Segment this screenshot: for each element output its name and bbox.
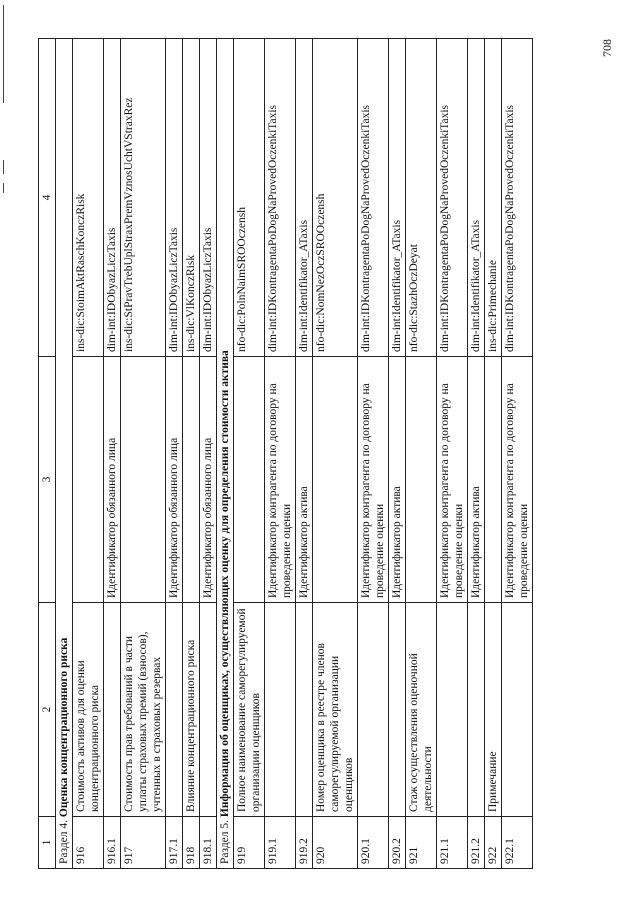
element-code: nfo-dic:NomNezOczSROOczensh (313, 39, 358, 357)
indicator-name: Полное наименование саморегулируемой организации оценщиков (234, 603, 265, 817)
dimension-name: Идентификатор контрагента по договору на проведение оценки (437, 357, 468, 603)
section-title: Информация об оценщиках, осуществляющих оценку для определения стоимости актива (219, 350, 232, 818)
table-row (200, 39, 217, 869)
element-code: dim-int:IDKontragentaPoDogNaProvedOczenkiTaxis (358, 39, 389, 357)
table-row (468, 39, 485, 869)
indicator-name (437, 603, 468, 817)
table-row (73, 39, 104, 869)
element-code: ins-dic:VlKonczRisk (183, 39, 200, 357)
row-number: 917 (121, 817, 166, 869)
element-code: ins-dic:Primechanie (485, 39, 502, 357)
indicator-name (166, 603, 183, 817)
dimension-name (406, 357, 437, 603)
indicator-name: Примечание (485, 603, 502, 817)
dimension-name (183, 357, 200, 603)
section-title: Оценка концентрационного риска (58, 637, 71, 818)
element-code: ins-dic:StPravTrebUplStraxPremVznosUchtVStraxRez (121, 39, 166, 357)
row-number: 918.1 (200, 817, 217, 869)
section-row (217, 39, 234, 869)
section-prefix: Раздел 4. (58, 819, 71, 864)
row-number: 916.1 (104, 817, 121, 869)
indicator-name (468, 603, 485, 817)
element-code: dim-int:IDObyazLiczTaxis (166, 39, 183, 357)
element-code: dim-int:IDKontragentaPoDogNaProvedOczenkiTaxis (502, 39, 533, 357)
column-header: 1 (39, 817, 56, 869)
dimension-name: Идентификатор обязанного лица (166, 357, 183, 603)
row-number: 920.1 (358, 817, 389, 869)
table-row (485, 39, 502, 869)
element-code: dim-int:Identifikator_ATaxis (468, 39, 485, 357)
dimension-name: Идентификатор обязанного лица (104, 357, 121, 603)
table-row (389, 39, 406, 869)
element-code: dim-int:IDObyazLiczTaxis (104, 39, 121, 357)
element-code: nfo-dic:PolnNaimSROOczensh (234, 39, 265, 357)
row-number: 920.2 (389, 817, 406, 869)
element-code: dim-int:IDKontragentaPoDogNaProvedOczenkiTaxis (437, 39, 468, 357)
dimension-name: Идентификатор контрагента по договору на проведение оценки (265, 357, 296, 603)
indicator-name (502, 603, 533, 817)
row-number: 921.1 (437, 817, 468, 869)
element-code: dim-int:Identifikator_ATaxis (296, 39, 313, 357)
dimension-name: Идентификатор контрагента по договору на проведение оценки (358, 357, 389, 603)
section-heading (217, 39, 234, 869)
indicator-name (358, 603, 389, 817)
element-code: dim-int:IDObyazLiczTaxis (200, 39, 217, 357)
indicator-name (389, 603, 406, 817)
indicator-name (265, 603, 296, 817)
table-row (296, 39, 313, 869)
row-number: 917.1 (166, 817, 183, 869)
row-number: 922 (485, 817, 502, 869)
table-row (313, 39, 358, 869)
element-code: dim-int:IDKontragentaPoDogNaProvedOczenkiTaxis (265, 39, 296, 357)
row-number: 919.1 (265, 817, 296, 869)
table-row (121, 39, 166, 869)
row-number: 921.2 (468, 817, 485, 869)
table-row (234, 39, 265, 869)
row-number: 921 (406, 817, 437, 869)
table-row (104, 39, 121, 869)
dimension-name: Идентификатор контрагента по договору на проведение оценки (502, 357, 533, 603)
indicator-name: Стоимость прав требований в части уплаты страховых премий (взносов), учтенных в страховых резервах (121, 603, 166, 817)
column-header: 4 (39, 39, 56, 357)
indicator-name (296, 603, 313, 817)
row-number: 919.2 (296, 817, 313, 869)
row-number: 920 (313, 817, 358, 869)
element-code: ins-dic:StoimAktRaschKonczRisk (73, 39, 104, 357)
page-number: 708 (600, 39, 614, 57)
section-row (56, 39, 73, 869)
row-number: 922.1 (502, 817, 533, 869)
dimension-name (73, 357, 104, 603)
dimension-name (234, 357, 265, 603)
dimension-name (313, 357, 358, 603)
section-heading (56, 39, 73, 869)
dimension-name: Идентификатор обязанного лица (200, 357, 217, 603)
element-code: nfo-dic:StazhOczDeyat (406, 39, 437, 357)
element-code: dim-int:Identifikator_ATaxis (389, 39, 406, 357)
dimension-name: Идентификатор актива (468, 357, 485, 603)
table-row (265, 39, 296, 869)
table-row (166, 39, 183, 869)
section-prefix: Раздел 5. (219, 819, 232, 864)
dimension-name (121, 357, 166, 603)
indicator-name (200, 603, 217, 817)
indicator-name (104, 603, 121, 817)
table-row (502, 39, 533, 869)
indicator-name: Стаж осуществления оценочной деятельности (406, 603, 437, 817)
column-header: 2 (39, 603, 56, 817)
row-number: 918 (183, 817, 200, 869)
table-row (437, 39, 468, 869)
header-row (39, 39, 56, 869)
dimension-name: Идентификатор актива (296, 357, 313, 603)
table-row (183, 39, 200, 869)
dimension-name: Идентификатор актива (389, 357, 406, 603)
attribute-table (38, 38, 533, 869)
row-number: 916 (73, 817, 104, 869)
row-number: 919 (234, 817, 265, 869)
indicator-name: Номер оценщика в реестре членов саморегулируемой организации оценщиков (313, 603, 358, 817)
indicator-name: Стоимость активов для оценки концентрационного риска (73, 603, 104, 817)
column-header: 3 (39, 357, 56, 603)
indicator-name: Влияние концентрационного риска (183, 603, 200, 817)
dimension-name (485, 357, 502, 603)
table-row (406, 39, 437, 869)
table-row (358, 39, 389, 869)
